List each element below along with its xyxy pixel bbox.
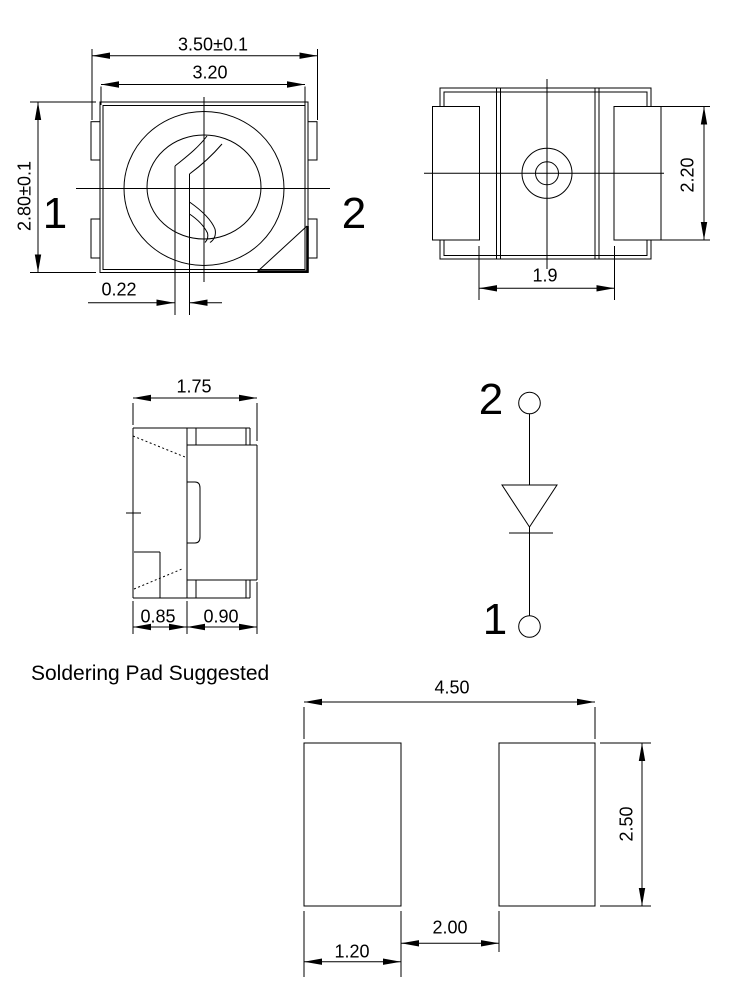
dim-label-pad-height: 2.20 — [677, 157, 698, 193]
schematic-pin2-label: 2 — [478, 375, 504, 424]
electrode-tab — [308, 122, 317, 160]
side-view-linework — [126, 398, 257, 634]
dim-label-side-terminal: 0.90 — [203, 606, 239, 627]
top-view-pin1-label: 1 — [42, 189, 68, 238]
dim-label-side-width: 1.75 — [176, 376, 212, 397]
lead-bump — [187, 482, 200, 543]
top-view-linework — [30, 49, 330, 315]
electrode-tab — [91, 122, 100, 160]
diode-triangle — [502, 485, 557, 527]
top-view-pin2-label: 2 — [341, 189, 367, 238]
dim-label-overall-height: 2.80±0.1 — [14, 161, 35, 231]
terminal-tab-lines — [196, 428, 250, 445]
dim-label-pad-gap: 2.00 — [432, 917, 468, 938]
electrode-gap-curve — [175, 136, 207, 166]
electrode-gap-curve — [190, 144, 223, 174]
dim-label-inner-width: 1.9 — [532, 265, 558, 286]
electrode-tab — [308, 219, 317, 258]
electrode-gap-curve — [190, 202, 216, 243]
diode-schematic-linework — [502, 392, 557, 637]
dim-label-overall-width: 3.50±0.1 — [178, 34, 248, 55]
hidden-edge-line — [134, 569, 182, 589]
suggested-pad-right — [499, 743, 595, 906]
cathode-chamfer-line — [258, 226, 308, 272]
pin2-terminal-circle — [519, 392, 541, 414]
pin1-terminal-circle — [519, 616, 541, 638]
dim-label-pad-width: 1.20 — [334, 941, 370, 962]
dim-label-pad-overall-width: 4.50 — [434, 677, 470, 698]
standoff-step — [134, 552, 160, 598]
dim-label-pad-layout-height: 2.50 — [616, 806, 637, 842]
terminal-tab-lines — [196, 580, 250, 598]
electrode-tab — [91, 219, 100, 258]
back-view-linework — [424, 79, 710, 300]
dim-label-electrode-gap: 0.22 — [101, 279, 137, 300]
pad-layout-heading: Soldering Pad Suggested — [31, 662, 270, 685]
schematic-pin1-label: 1 — [482, 595, 508, 644]
pad-layout-linework — [304, 702, 651, 977]
dim-label-side-body: 0.85 — [140, 606, 176, 627]
suggested-pad-left — [304, 743, 401, 906]
hidden-edge-line — [133, 436, 185, 457]
dim-label-body-width: 3.20 — [192, 62, 228, 83]
